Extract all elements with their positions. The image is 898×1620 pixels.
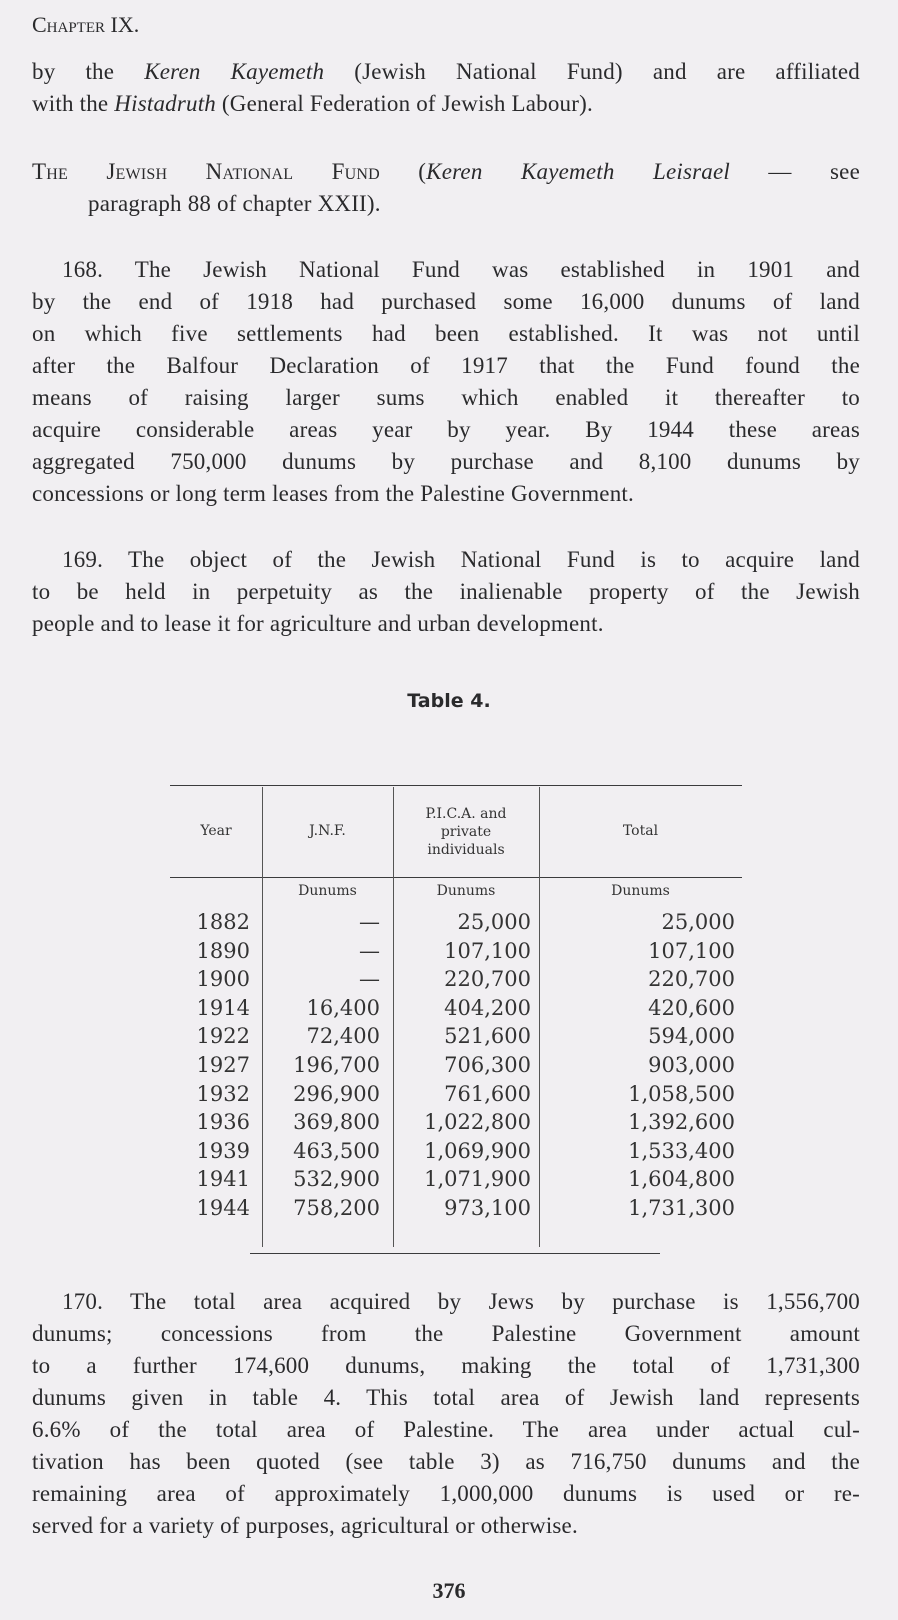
text-run: (General Federation of Jewish Labour). bbox=[215, 91, 593, 116]
cell-year: 1932 bbox=[196, 1082, 250, 1106]
cell-jnf: 463,500 bbox=[293, 1139, 380, 1163]
cell-pica: 973,100 bbox=[444, 1196, 531, 1220]
page-number: 376 bbox=[432, 1578, 466, 1603]
text-run: with the bbox=[32, 91, 115, 116]
cell-total: 107,100 bbox=[648, 939, 735, 963]
chapter-header bbox=[32, 12, 139, 38]
para-line: to be held in perpetuity as the inalienable property of the Jewish bbox=[32, 579, 860, 604]
para-line: tivation has been quoted (see table 3) as 716,750 dunums and the bbox=[32, 1449, 860, 1474]
table-header-rule bbox=[170, 877, 742, 878]
header-pica-line: private bbox=[440, 824, 492, 840]
cell-pica: 1,071,900 bbox=[424, 1167, 531, 1191]
cell-pica: 521,600 bbox=[444, 1024, 531, 1048]
section-heading bbox=[32, 158, 860, 186]
para-line: to a further 174,600 dunums, making the total of 1,731,300 bbox=[32, 1353, 860, 1378]
para-line: on which five settlements had been established. It was not until bbox=[32, 321, 860, 346]
cell-total: 1,392,600 bbox=[628, 1110, 735, 1134]
para-line: 6.6% of the total area of Palestine. The area under actual cul- bbox=[32, 1417, 860, 1442]
unit-label: Dunums bbox=[611, 883, 670, 899]
italic-term: Keren Kayemeth Leisrael bbox=[426, 159, 730, 184]
cell-jnf: 369,800 bbox=[293, 1110, 380, 1134]
header-pica bbox=[393, 805, 539, 859]
cell-total: 594,000 bbox=[648, 1024, 735, 1048]
text-run: by the bbox=[32, 59, 145, 84]
cell-jnf: — bbox=[359, 939, 380, 963]
para-line: by the end of 1918 had purchased some 16,000 dunums of land bbox=[32, 289, 860, 314]
intro-line-2 bbox=[32, 90, 860, 118]
cell-jnf: 72,400 bbox=[306, 1024, 380, 1048]
cell-total: 420,600 bbox=[648, 996, 735, 1020]
para-line: acquire considerable areas year by year. By 1944 these areas bbox=[32, 417, 860, 442]
cell-pica: 220,700 bbox=[444, 967, 531, 991]
cell-jnf: — bbox=[359, 910, 380, 934]
cell-total: 1,604,800 bbox=[628, 1167, 735, 1191]
para-line: served for a variety of purposes, agricultural or otherwise. bbox=[32, 1513, 578, 1538]
header-total: Total bbox=[622, 823, 659, 839]
text-run: ( bbox=[379, 159, 427, 184]
cell-jnf: 758,200 bbox=[293, 1196, 380, 1220]
para-line: 170. The total area acquired by Jews by purchase is 1,556,700 bbox=[62, 1289, 860, 1314]
cell-pica: 1,069,900 bbox=[424, 1139, 531, 1163]
cell-year: 1941 bbox=[196, 1167, 250, 1191]
cell-total: 220,700 bbox=[648, 967, 735, 991]
cell-pica: 25,000 bbox=[457, 910, 531, 934]
text-run: — see bbox=[729, 159, 860, 184]
cell-year: 1882 bbox=[196, 910, 250, 934]
cell-year: 1922 bbox=[196, 1024, 250, 1048]
cell-total: 25,000 bbox=[661, 910, 735, 934]
cell-year: 1944 bbox=[196, 1196, 250, 1220]
cell-jnf: — bbox=[359, 967, 380, 991]
para-line: concessions or long term leases from the Palestine Government. bbox=[32, 481, 634, 506]
cell-total: 1,533,400 bbox=[628, 1139, 735, 1163]
para-line: dunums given in table 4. This total area of Jewish land represents bbox=[32, 1385, 860, 1410]
cell-year: 1900 bbox=[196, 967, 250, 991]
cell-total: 1,731,300 bbox=[628, 1196, 735, 1220]
cell-jnf: 16,400 bbox=[306, 996, 380, 1020]
cell-jnf: 196,700 bbox=[293, 1053, 380, 1077]
cell-jnf: 296,900 bbox=[293, 1082, 380, 1106]
cell-year: 1939 bbox=[196, 1139, 250, 1163]
cell-year: 1914 bbox=[196, 996, 250, 1020]
section-heading-line-2: paragraph 88 of chapter XXII). bbox=[88, 191, 381, 216]
italic-term: Keren Kayemeth bbox=[144, 59, 325, 84]
table-title: Table 4. bbox=[407, 690, 491, 712]
para-line: people and to lease it for agriculture and urban development. bbox=[32, 611, 604, 636]
para-line: dunums; concessions from the Palestine Government amount bbox=[32, 1321, 860, 1346]
cell-year: 1927 bbox=[196, 1053, 250, 1077]
table-top-rule bbox=[170, 785, 742, 786]
italic-term: Histadruth bbox=[114, 91, 216, 116]
cell-pica: 761,600 bbox=[444, 1082, 531, 1106]
header-jnf: J.N.F. bbox=[309, 823, 346, 839]
unit-label: Dunums bbox=[298, 883, 357, 899]
cell-year: 1890 bbox=[196, 939, 250, 963]
text-run: (Jewish National Fund) and are affiliated bbox=[324, 59, 861, 84]
header-pica-line: individuals bbox=[427, 842, 505, 858]
table-bottom-rule bbox=[250, 1253, 660, 1254]
para-line: means of raising larger sums which enabled it thereafter to bbox=[32, 385, 860, 410]
cell-year: 1936 bbox=[196, 1110, 250, 1134]
unit-label: Dunums bbox=[436, 883, 496, 899]
cell-pica: 1,022,800 bbox=[424, 1110, 531, 1134]
cell-jnf: 532,900 bbox=[293, 1167, 380, 1191]
cell-pica: 107,100 bbox=[444, 939, 531, 963]
cell-total: 903,000 bbox=[648, 1053, 735, 1077]
cell-total: 1,058,500 bbox=[628, 1082, 735, 1106]
para-line: after the Balfour Declaration of 1917 that the Fund found the bbox=[32, 353, 860, 378]
section-title: The Jewish National Fund bbox=[32, 159, 380, 184]
cell-pica: 706,300 bbox=[444, 1053, 531, 1077]
para-line: remaining area of approximately 1,000,000 dunums is used or re- bbox=[32, 1481, 860, 1506]
chapter-number: IX. bbox=[110, 12, 140, 37]
para-line: 169. The object of the Jewish National Fund is to acquire land bbox=[62, 547, 860, 572]
header-pica-line: P.I.C.A. and bbox=[425, 806, 507, 822]
header-year: Year bbox=[200, 823, 232, 839]
chapter-prefix: Chapter bbox=[32, 12, 106, 37]
cell-pica: 404,200 bbox=[444, 996, 531, 1020]
intro-line-1 bbox=[32, 58, 860, 86]
para-line: 168. The Jewish National Fund was established in 1901 and bbox=[62, 257, 860, 282]
para-line: aggregated 750,000 dunums by purchase and 8,100 dunums by bbox=[32, 449, 860, 474]
